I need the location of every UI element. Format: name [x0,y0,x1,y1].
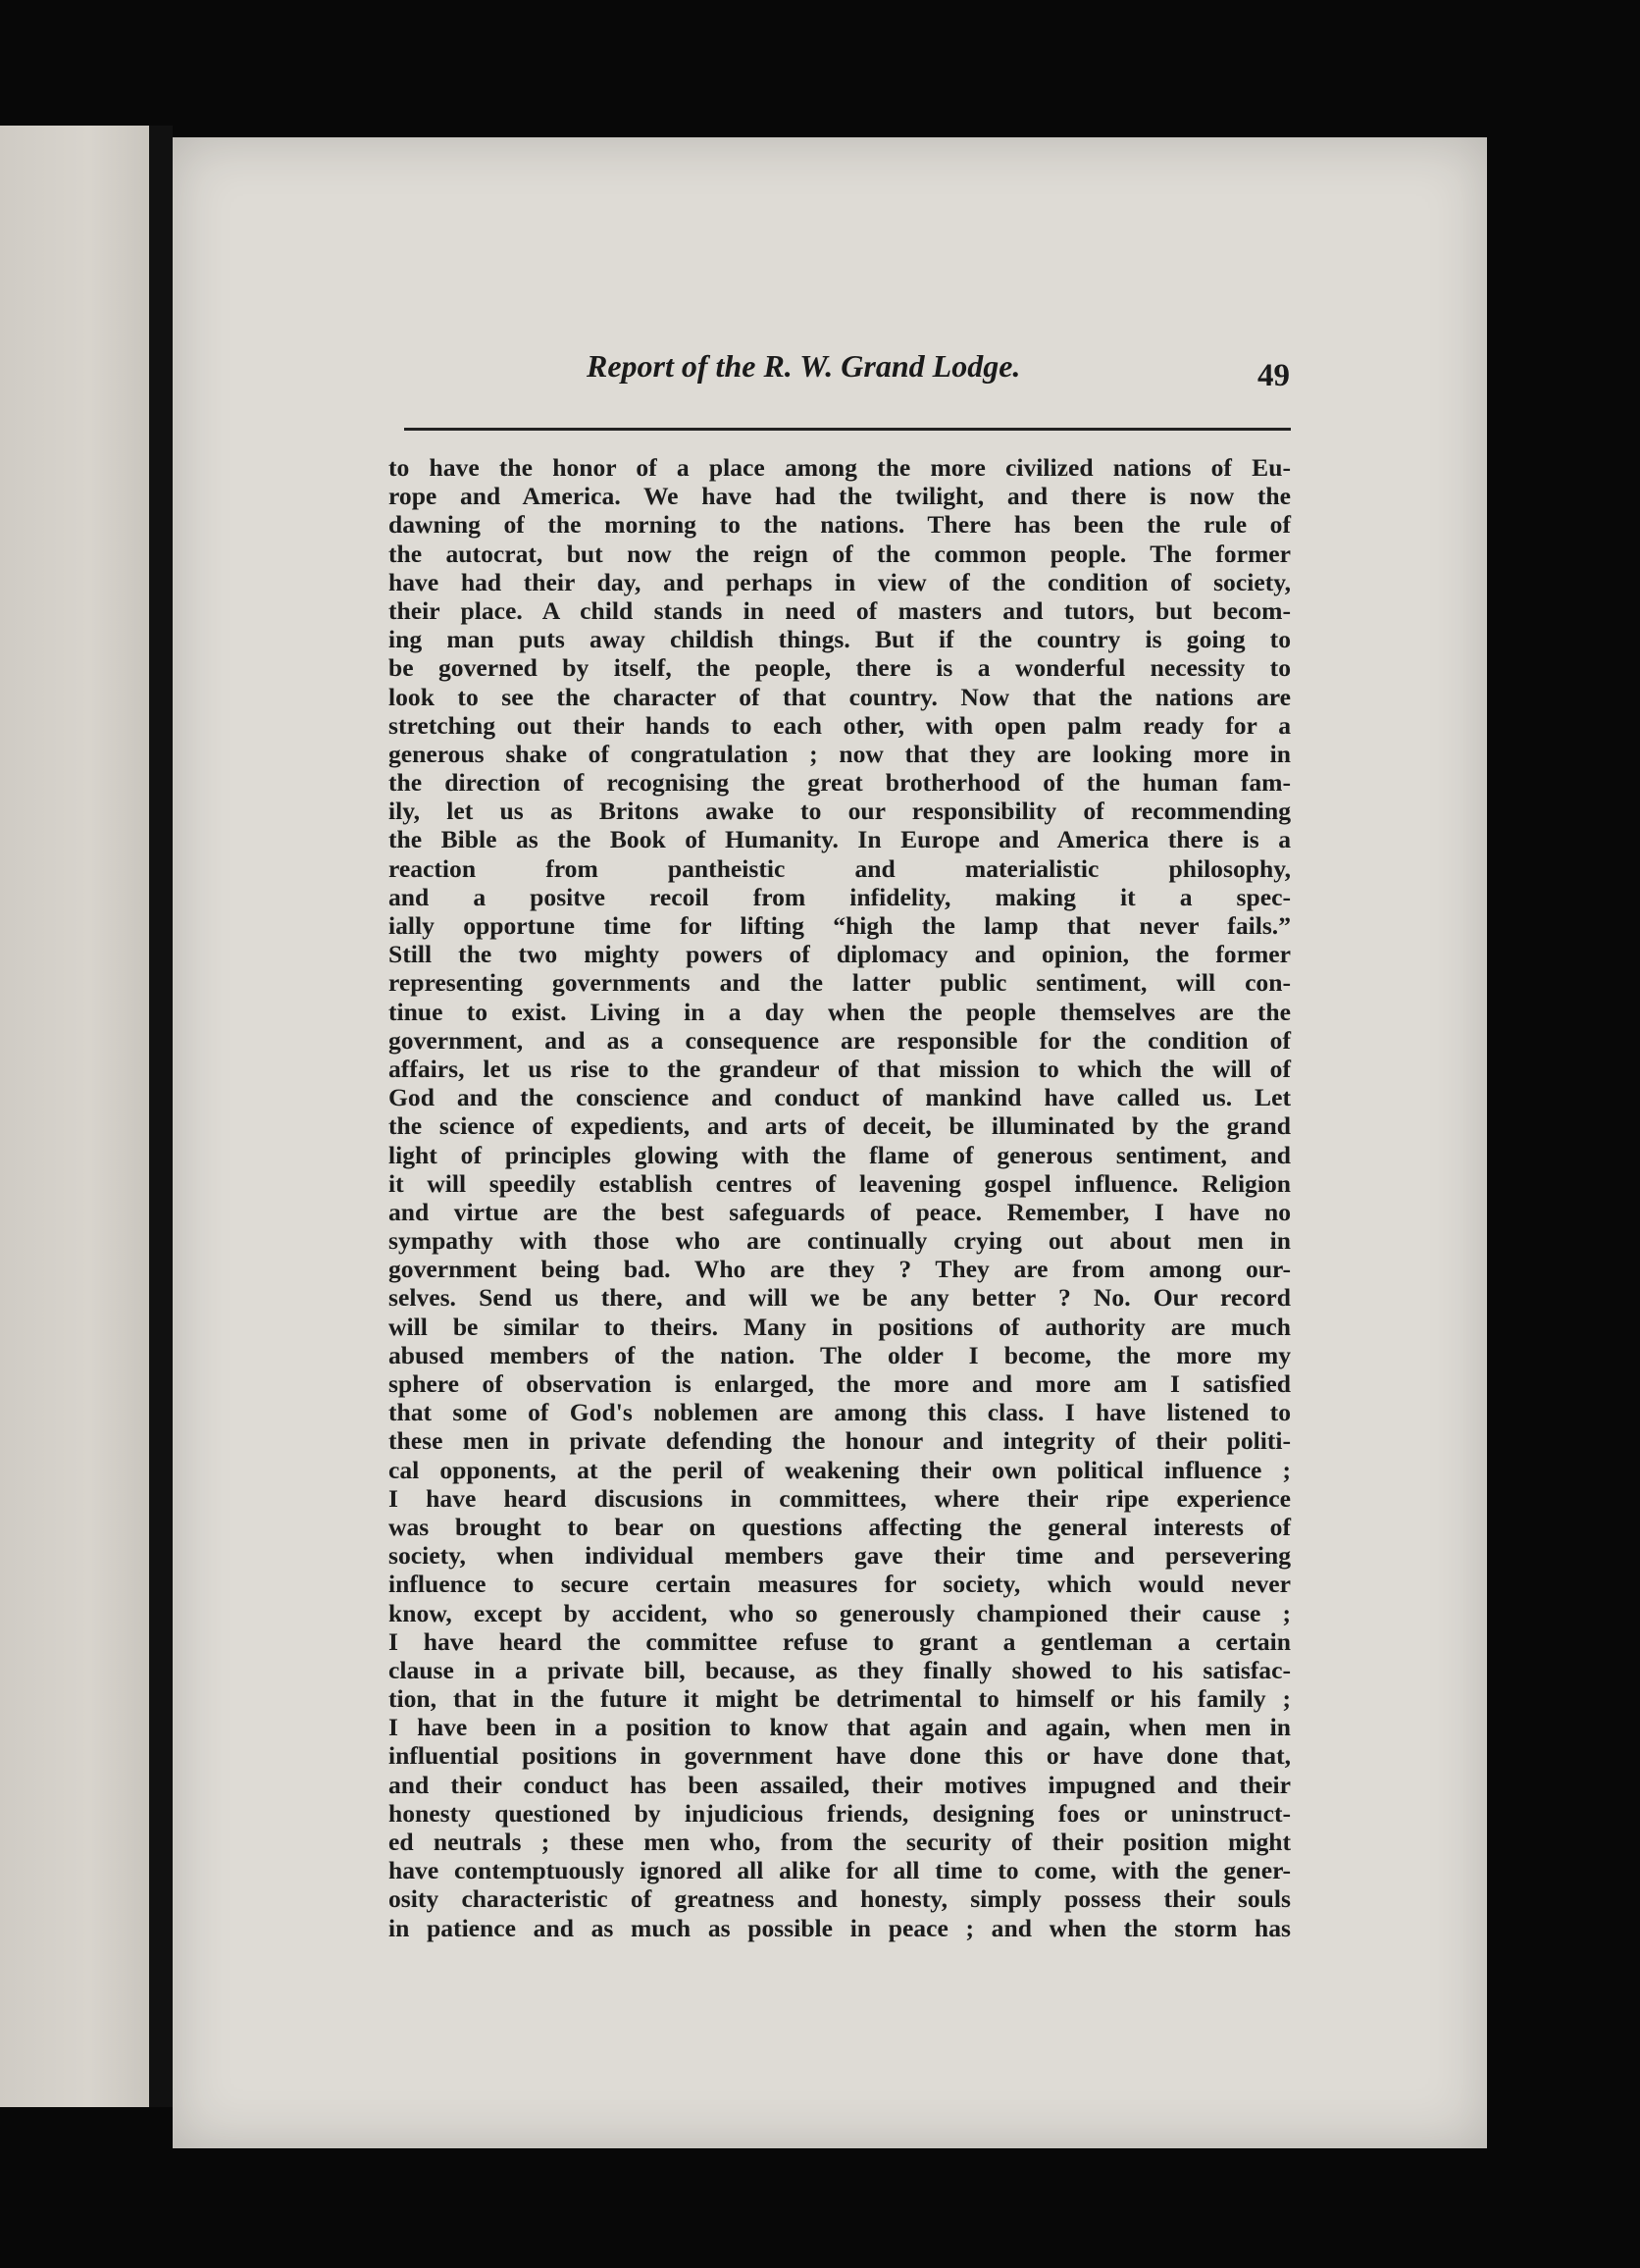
text-line: it will speedily establish centres of leavening gospel influence. Religion [388,1168,1291,1198]
text-line: and their conduct has been assailed, their motives impugned and their [388,1770,1291,1799]
text-line: sympathy with those who are continually crying out about men in [388,1226,1291,1256]
text-line: have contemptuously ignored all alike for all time to come, with the gener- [388,1856,1291,1885]
text-line: Still the two mighty powers of diplomacy and opinion, the former [388,940,1291,969]
text-line: and virtue are the best safeguards of peace. Remember, I have no [388,1197,1291,1226]
text-line: in patience and as much as possible in peace ; and when the storm has [388,1913,1291,1942]
text-line: ily, let us as Britons awake to our responsibility of recommending [388,797,1291,826]
text-line: was brought to bear on questions affecting the general interests of [388,1512,1291,1541]
text-line: ially opportune time for lifting “high the lamp that never fails.” [388,911,1291,940]
text-line: influence to secure certain measures for society, which would never [388,1570,1291,1599]
text-line: these men in private defending the honour and integrity of their politi- [388,1426,1291,1456]
text-line: the autocrat, but now the reign of the common people. The former [388,539,1291,568]
text-line: know, except by accident, who so generously championed their cause ; [388,1598,1291,1627]
text-line: reaction from pantheistic and materialistic philosophy, [388,853,1291,883]
book-gutter [149,126,173,2107]
text-line: government, and as a consequence are responsible for the condition of [388,1025,1291,1055]
text-line: dawning of the morning to the nations. There has been the rule of [388,510,1291,540]
text-line: selves. Send us there, and will we be any better ? No. Our record [388,1283,1291,1313]
text-line: ed neutrals ; these men who, from the security of their position might [388,1828,1291,1856]
text-line: honesty questioned by injudicious friends, designing foes or uninstruct- [388,1798,1291,1828]
text-line: cal opponents, at the peril of weakening their own political influence ; [388,1455,1291,1484]
text-line: tion, that in the future it might be detrimental to himself or his family ; [388,1684,1291,1714]
text-line: be governed by itself, the people, there is a wonderful necessity to [388,653,1291,683]
running-head: Report of the R. W. Grand Lodge. [587,348,1021,384]
text-line: society, when individual members gave their time and persevering [388,1541,1291,1571]
page-number: 49 [1257,358,1290,393]
text-line: tinue to exist. Living in a day when the people themselves are the [388,997,1291,1026]
text-line: God and the conscience and conduct of mankind have called us. Let [388,1083,1291,1112]
text-line: have had their day, and perhaps in view of the condition of society, [388,567,1291,596]
text-line: affairs, let us rise to the grandeur of that mission to which the will of [388,1054,1291,1083]
text-line: to have the honor of a place among the more civilized nations of Eu- [388,453,1291,482]
text-line: their place. A child stands in need of masters and tutors, but becom- [388,595,1291,625]
text-line: sphere of observation is enlarged, the more and more am I satisfied [388,1369,1291,1398]
text-line: that some of God's noblemen are among this class. I have listened to [388,1398,1291,1427]
text-line: look to see the character of that country. Now that the nations are [388,682,1291,711]
text-line: osity characteristic of greatness and honesty, simply possess their souls [388,1884,1291,1914]
text-line: the science of expedients, and arts of deceit, be illuminated by the grand [388,1111,1291,1141]
text-line: I have heard discusions in committees, where their ripe experience [388,1483,1291,1513]
text-line: abused members of the nation. The older I become, the more my [388,1340,1291,1369]
text-line: stretching out their hands to each other, with open palm ready for a [388,710,1291,740]
body-text [388,453,1291,1942]
text-line: clause in a private bill, because, as they finally showed to his satisfac- [388,1655,1291,1684]
text-line: the direction of recognising the great brotherhood of the human fam- [388,768,1291,798]
text-line: government being bad. Who are they ? They are from among our- [388,1255,1291,1284]
text-line: will be similar to theirs. Many in positions of authority are much [388,1312,1291,1341]
text-line: ing man puts away childish things. But if the country is going to [388,625,1291,654]
header-rule [404,428,1291,431]
text-line: representing governments and the latter public sentiment, will con- [388,968,1291,998]
text-line: influential positions in government have done this or have done that, [388,1741,1291,1771]
text-line: I have been in a position to know that again and again, when men in [388,1713,1291,1742]
text-line: the Bible as the Book of Humanity. In Europe and America there is a [388,825,1291,854]
text-line: and a positve recoil from infidelity, making it a spec- [388,882,1291,911]
text-line: generous shake of congratulation ; now that they are looking more in [388,739,1291,768]
facing-page-edge [0,126,149,2107]
text-line: I have heard the committee refuse to grant a gentleman a certain [388,1626,1291,1656]
text-line: light of principles glowing with the flame of generous sentiment, and [388,1140,1291,1169]
text-line: rope and America. We have had the twilight, and there is now the [388,482,1291,511]
